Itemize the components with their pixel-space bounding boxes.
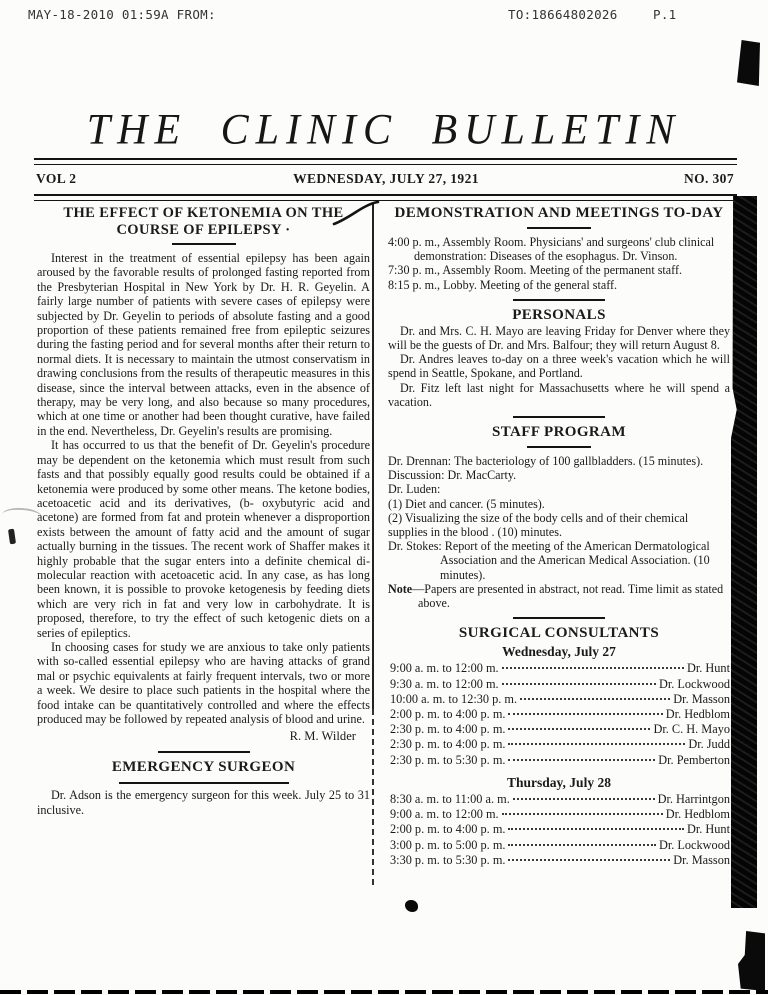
- staff-program-line: Dr. Stokes: Report of the meeting of the American Dermatological Association and the American Medical Association. (10 minutes).: [388, 539, 710, 582]
- masthead-rule-bottom: [34, 194, 737, 201]
- schedule-row: 3:00 p. m. to 5:00 p. m. Dr. Lockwood: [390, 837, 730, 852]
- staff-program-line: (2) Visualizing the size of the body cells and of their chemical supplies in the blood . (10) minutes.: [388, 510, 689, 540]
- schedule-row: 3:30 p. m. to 5:30 p. m. Dr. Masson: [390, 852, 730, 867]
- schedule-row: 2:00 p. m. to 4:00 p. m. Dr. Hedblom: [390, 707, 730, 722]
- left-column: [37, 205, 370, 817]
- staff-program-line: Dr. Drennan: The bacteriology of 100 gallbladders. (15 minutes).: [388, 454, 704, 469]
- handwritten-check-mark: [330, 198, 382, 230]
- meetings-heading: DEMONSTRATION AND MEETINGS TO-DAY: [394, 205, 724, 221]
- dotted-leader: [508, 844, 655, 846]
- staff-program-line: Discussion: Dr. MacCarty.: [388, 468, 517, 483]
- meeting-item: 8:15 p. m., Lobby. Meeting of the general staff.: [388, 277, 618, 292]
- article-paragraph: In choosing cases for study we are anxious to take only patients with so-called essential epilepsy who are having attacks of grand mal or psychic equivalents at fairly frequent intervals, two or more a week. We desire to place such patients in the hospital where the food intake can be quantitatively controlled and where the effects produced may be followed by repeated analysis of blood and urine.: [37, 639, 370, 726]
- personals-heading: PERSONALS: [512, 306, 606, 323]
- scan-artifact-band: [731, 196, 757, 908]
- staff-program-line: (1) Diet and cancer. (5 minutes).: [388, 496, 545, 511]
- schedule-row: 2:30 p. m. to 5:30 p. m. Dr. Pemberton: [390, 752, 730, 767]
- scan-artifact-blob: [737, 40, 760, 86]
- meeting-item: 4:00 p. m., Assembly Room. Physicians' and surgeons' club clinical demonstration: Diseases of the esophagus. Dr. Vinson.: [388, 235, 715, 264]
- heading-underline: [527, 446, 591, 448]
- fax-page-number: P.1: [653, 7, 677, 22]
- note-label: Note: [388, 581, 413, 596]
- section-separator: [158, 751, 250, 753]
- dotted-leader: [502, 667, 684, 669]
- personals-item: Dr. Andres leaves to-day on a three week's vacation which he will spend in Seattle, Spokane, and Portland.: [388, 352, 730, 381]
- section-separator: [513, 299, 605, 301]
- schedule-row: 9:00 a. m. to 12:00 m. Dr. Hedblom: [390, 807, 730, 822]
- meeting-item: 7:30 p. m., Assembly Room. Meeting of the permanent staff.: [388, 263, 683, 278]
- surgical-consultants-heading: SURGICAL CONSULTANTS: [458, 625, 660, 642]
- article-paragraph: It has occurred to us that the benefit of Dr. Geyelin's procedure may be dependent on the ketonemia which must result from such fasts and that possibly equally good results could be obtained if a ketonemia were produced by some other means. The ketone bodies, acetoacetic acid and its derivatives, (b- oxybutyric acid and acetone) are formed from fat and protein whenever a disproportion exists between the amount of fatty acid and the amount of sugar actually burning in the tissues. The recent work of Shaffer makes it highly probable that the sugar enters into a definite chemical di-molecular reaction with acetoacetic acid. In any case, as has long been known, it is possible to provoke ketogenesis by feeding diets which are very rich in fat and very low in carbohydrate. It is proposed, therefore, to try the effect of such ketogenic diets on a series of epileptics.: [37, 438, 370, 640]
- staff-program-line: Dr. Luden:: [388, 482, 441, 497]
- fax-datetime-from: MAY-18-2010 01:59A FROM:: [28, 7, 216, 22]
- newsletter-title: THE CLINIC BULLETIN: [86, 106, 682, 154]
- column-divider-dashed: [372, 709, 374, 885]
- fax-header: [28, 7, 748, 22]
- schedule-row: 9:00 a. m. to 12:00 m. Dr. Hunt: [390, 661, 730, 676]
- volume-label: VOL 2: [36, 171, 77, 186]
- schedule-row: 2:30 p. m. to 4:00 p. m. Dr. Judd: [390, 737, 730, 752]
- section-separator: [513, 617, 605, 619]
- section-separator: [513, 416, 605, 418]
- dotted-leader: [508, 759, 655, 761]
- right-column: [388, 205, 730, 868]
- issue-number: NO. 307: [683, 171, 734, 186]
- issue-info-row: [36, 171, 736, 187]
- schedule-day-heading: Wednesday, July 27: [502, 644, 616, 660]
- staff-program-heading: STAFF PROGRAM: [492, 424, 626, 441]
- schedule-row: 8:30 a. m. to 11:00 a. m. Dr. Harrintgon: [390, 791, 730, 806]
- scan-artifact-blob: [738, 931, 765, 991]
- staff-program-note: Note—Papers are presented in abstract, not read. Time limit as stated above.: [388, 581, 724, 611]
- schedule-row: 9:30 a. m. to 12:00 m. Dr. Lockwood: [390, 676, 730, 691]
- dotted-leader: [508, 828, 683, 830]
- schedule-row: 10:00 a. m. to 12:30 p. m. Dr. Masson: [390, 691, 730, 706]
- heading-underline: [119, 782, 289, 784]
- margin-ink-mark: [8, 529, 16, 545]
- dotted-leader: [508, 728, 650, 730]
- masthead-rule-top: [34, 158, 737, 165]
- scan-artifact-dashes: [0, 990, 768, 994]
- personals-item: Dr. Fitz left last night for Massachusetts where he will spend a vacation.: [388, 380, 730, 409]
- issue-date: WEDNESDAY, JULY 27, 1921: [293, 171, 479, 186]
- article-title: THE EFFECT OF KETONEMIA ON THE COURSE OF EPILEPSY ·: [63, 205, 344, 238]
- title-underline: [172, 243, 236, 245]
- dotted-leader: [508, 743, 685, 745]
- dotted-leader: [508, 713, 662, 715]
- schedule-row: 2:00 p. m. to 4:00 p. m. Dr. Hunt: [390, 822, 730, 837]
- dotted-leader: [508, 859, 670, 861]
- dotted-leader: [513, 798, 655, 800]
- article-paragraph: Interest in the treatment of essential epilepsy has been again aroused by the favorable results of prolonged fasting reported from the Presbyterian Hospital in New York by Dr. H. R. Geyelin. A fairly large number of patients with severe cases of epilepsy were subjected by Dr. Geyelin to periods of absolute fasting and a good proportion of these patients remained free from epileptic seizures during the fasting period and for several months after their return to normal diets. It is necessary to maintain the utmost conservatism in drawing conclusions from the results of therapeutic measures in this disease, since the interval between attacks, even in the absence of therapy, may be very long, and also because so many procedures, which at one time or another had been thought curative, have failed in the end. Nevertheless, Dr. Geyelin's results are promising.: [37, 251, 370, 438]
- heading-underline: [527, 227, 591, 229]
- schedule-day-heading: Thursday, July 28: [507, 774, 611, 790]
- emergency-surgeon-text: Dr. Adson is the emergency surgeon for this week. July 25 to 31 inclusive.: [37, 788, 370, 817]
- scan-artifact-dot: [405, 900, 418, 912]
- schedule-row: 2:30 p. m. to 4:00 p. m. Dr. C. H. Mayo: [390, 722, 730, 737]
- article-signature: R. M. Wilder: [289, 729, 356, 744]
- dotted-leader: [520, 698, 670, 700]
- personals-item: Dr. and Mrs. C. H. Mayo are leaving Friday for Denver where they will be the guests of Dr. and Mrs. Balfour; they will return August 8.: [388, 323, 730, 353]
- dotted-leader: [502, 683, 656, 685]
- emergency-surgeon-heading: EMERGENCY SURGEON: [111, 759, 296, 776]
- fax-to-number: TO:18664802026: [508, 7, 618, 22]
- column-divider: [372, 204, 374, 709]
- dotted-leader: [502, 813, 663, 815]
